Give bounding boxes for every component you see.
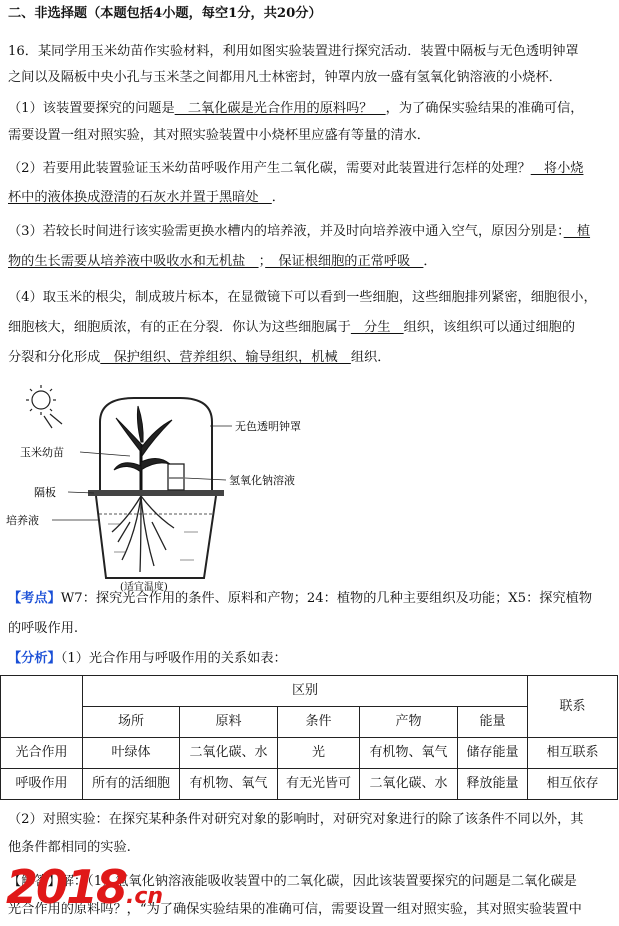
table-cell: 相互联系 (528, 738, 618, 769)
q16-part3-answer-b: 物的生长需要从培养液中吸收水和无机盐 (8, 254, 259, 269)
fenxi-tag: 【分析】 (8, 651, 61, 666)
fenxi-line (8, 649, 611, 669)
table-row (1, 738, 618, 769)
analysis-2-line2: 他条件都相同的实验. (8, 840, 131, 855)
q16-part3 (8, 222, 611, 242)
q16-stem-line1: 16．某同学用玉米幼苗作实验材料，利用如图实验装置进行探究活动．装置中隔板与无色透明钟罩 (8, 44, 579, 59)
kaodian-line1 (8, 589, 611, 609)
q16-part3-end: ． (423, 254, 437, 269)
table-header-link: 联系 (528, 676, 618, 738)
sun-icon (26, 385, 62, 428)
table-cell: 有机物、氧气 (180, 769, 278, 800)
table-subheader-row (1, 707, 618, 738)
q16-part4-end: 组织． (350, 350, 391, 365)
q16-part2-answer-b: 杯中的液体换成澄清的石灰水并置于黑暗处 (8, 190, 272, 205)
table-cell: 有机物、氧气 (360, 738, 458, 769)
trough (96, 496, 216, 578)
analysis-2-line1: （2）对照实验：在探究某种条件对研究对象的影响时，对研究对象进行的除了该条件不同以外，其 (8, 812, 584, 827)
table-header-row (1, 676, 618, 707)
table-cell: 相互依存 (528, 769, 618, 800)
q16-part1-text: （1）该装置要探究的问题是 (8, 101, 175, 116)
q16-part4-line3 (8, 348, 611, 368)
q16-part3-answer-c: 保证根细胞的正常呼吸 (265, 254, 424, 269)
section-title: 二、非选择题（本题包括4小题，每空1分，共20分） (8, 6, 322, 21)
figure-caption: (适宜温度) (120, 582, 168, 592)
q16-part2-answer-a: 将小烧 (530, 161, 584, 176)
fenxi-text: （1）光合作用与呼吸作用的关系如表： (60, 651, 287, 666)
table-header-diff: 区别 (83, 676, 528, 707)
table-cell: 有无光皆可 (278, 769, 360, 800)
bell-jar (100, 398, 212, 490)
q16-part3-text: （3）若较长时间进行该实验需更换水槽内的培养液，并及时向培养液中通入空气，原因分别是： (8, 224, 564, 239)
kaodian-tag: 【考点】 (8, 591, 61, 606)
watermark-suffix: .cn (126, 884, 164, 909)
q16-part1-text2: ，为了确保实验结果的准确可信， (385, 101, 584, 116)
table-cell: 所有的活细胞 (83, 769, 180, 800)
jieda-line1: 【解答】解：（1）氢氧化钠溶液能吸收装置中的二氧化碳，因此该装置要探究的问题是二氧化碳是 (8, 874, 577, 889)
beaker (168, 464, 184, 490)
q16-part3-answer-a: 植 (563, 224, 591, 239)
label-naoh: 氢氧化钠溶液 (229, 474, 295, 487)
q16-part4-text3: 分裂和分化形成 (8, 350, 101, 365)
table-subheader: 场所 (83, 707, 180, 738)
table-cell: 叶绿体 (83, 738, 180, 769)
q16-part4-answer-a: 分生 (350, 320, 404, 335)
q16-part1-cont: 需要设置一组对照实验，其对照实验装置中小烧杯里应盛有等量的清水． (8, 128, 430, 143)
q16-part2-text: （2）若要用此装置验证玉米幼苗呼吸作用产生二氧化碳，需要对此装置进行怎样的处理？ (8, 161, 531, 176)
label-medium: 培养液 (6, 514, 39, 527)
q16-part1 (8, 99, 611, 119)
table-cell: 释放能量 (458, 769, 528, 800)
table-subheader: 原料 (180, 707, 278, 738)
table-cell: 二氧化碳、水 (180, 738, 278, 769)
watermark-main: 2018 (6, 860, 127, 914)
label-bell: 无色透明钟罩 (235, 420, 301, 433)
partition-board (88, 490, 224, 496)
corn-roots (112, 496, 174, 572)
table-cell: 二氧化碳、水 (360, 769, 458, 800)
q16-part4-line2 (8, 318, 611, 338)
q16-part3-cont (8, 252, 611, 272)
table-row-header: 呼吸作用 (1, 769, 83, 800)
table-row (1, 769, 618, 800)
q16-part2 (8, 159, 611, 179)
table-cell: 储存能量 (458, 738, 528, 769)
table-corner (1, 676, 83, 738)
q16-stem-line2: 之间以及隔板中央小孔与玉米茎之间都用凡士林密封，钟罩内放一盛有氢氧化钠溶液的小烧杯． (8, 70, 562, 85)
table-cell: 光 (278, 738, 360, 769)
q16-part4-text: 细胞核大，细胞质浓，有的正在分裂．你认为这些细胞属于 (8, 320, 351, 335)
corn-seedling (114, 406, 172, 490)
q16-part4-answer-b: 保护组织、营养组织、输导组织，机械 (100, 350, 351, 365)
q16-part3-sep: ； (258, 254, 266, 269)
table-row-header: 光合作用 (1, 738, 83, 769)
table-subheader: 条件 (278, 707, 360, 738)
q16-part4-text2: 组织，该组织可以通过细胞的 (403, 320, 576, 335)
table-subheader: 产物 (360, 707, 458, 738)
kaodian-line2: 的呼吸作用. (8, 621, 79, 636)
q16-part2-end: ． (271, 190, 285, 205)
q16-part4: （4）取玉米的根尖，制成玻片标本，在显微镜下可以看到一些细胞，这些细胞排列紧密，细胞很小， (8, 290, 597, 305)
label-seedling: 玉米幼苗 (20, 446, 64, 459)
q16-part2-cont (8, 188, 611, 208)
comparison-table (0, 675, 618, 800)
jieda-line2: 光合作用的原料吗？，“为了确保实验结果的准确可信，需要设置一组对照实验，其对照实验装置中 (8, 902, 582, 917)
table-subheader: 能量 (458, 707, 528, 738)
q16-part1-answer: 二氧化碳是光合作用的原料吗？ (174, 101, 386, 116)
label-board: 隔板 (34, 486, 56, 499)
watermark-logo (6, 862, 163, 922)
kaodian-text: W7：探究光合作用的条件、原料和产物；24：植物的几种主要组织及功能；X5：探究植物 (60, 591, 593, 606)
apparatus-figure (4, 382, 334, 592)
